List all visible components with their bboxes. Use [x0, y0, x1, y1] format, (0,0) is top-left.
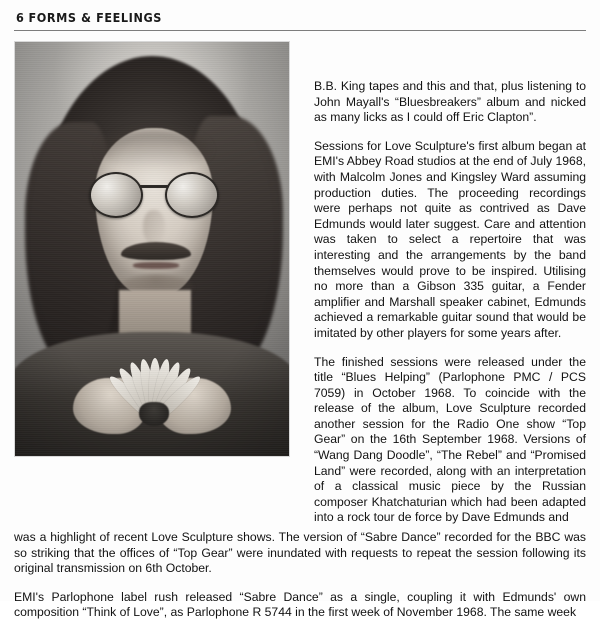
- header-divider: [14, 30, 586, 31]
- page-title: FORMS & FEELINGS: [28, 10, 163, 25]
- text-column: [296, 41, 586, 526]
- body-top-region: [14, 41, 586, 526]
- paragraph: Sessions for Love Sculpture's first album began at EMI's Abbey Road studios at the end of July 1968, with Malcolm Jones and Kingsley Ward assuming production duties. The proceeding recordings were perhaps not quite as contrived as Dave Edmunds would later suggest. Care and attention was taken to select a repertoire that was interesting and the arrangements by the band themselves would prove to be inspired. Utilising no more than a Gibson 335 guitar, a Fender amplifier and Marshall speaker cabinet, Edmunds achieved a remarkable guitar sound that would be imitated by other players for some years after.: [314, 138, 586, 340]
- paragraph: EMI's Parlophone label rush released “Sabre Dance” as a single, coupling it with Edmunds' own composition “Think of Love”, as Parlophone R 5744 in the first week of November 1968. The same week: [14, 589, 586, 620]
- photo-column: [14, 41, 296, 457]
- full-width-region: [14, 530, 586, 621]
- page-number: 6: [16, 10, 25, 25]
- page-header: [14, 10, 586, 30]
- paragraph: B.B. King tapes and this and that, plus listening to John Mayall's “Bluesbreakers” album and nicked as many licks as I could off Eric Clapton”.: [314, 79, 586, 125]
- paragraph: was a highlight of recent Love Sculpture shows. The version of “Sabre Dance” recorded for the BBC was so striking that the offices of “Top Gear” were inundated with requests to repeat the session following its original transmission on 6th October.: [14, 530, 586, 576]
- paragraph: The finished sessions were released under the title “Blues Helping” (Parlophone PMC / PCS 7059) in October 1968. To coincide with the release of the album, Love Sculpture recorded another session for the Radio One show “Top Gear” on the 16th September 1968. Versions of “Wang Dang Doodle”, “The Rebel” and “Promised Land” were recorded, along with an interpretation of a classical music piece by the Russian composer Khatchaturian which had been adapted into a rock tour de force by Dave Edmunds and: [314, 354, 586, 525]
- portrait-photo: [14, 41, 290, 457]
- photo-grain: [15, 42, 289, 456]
